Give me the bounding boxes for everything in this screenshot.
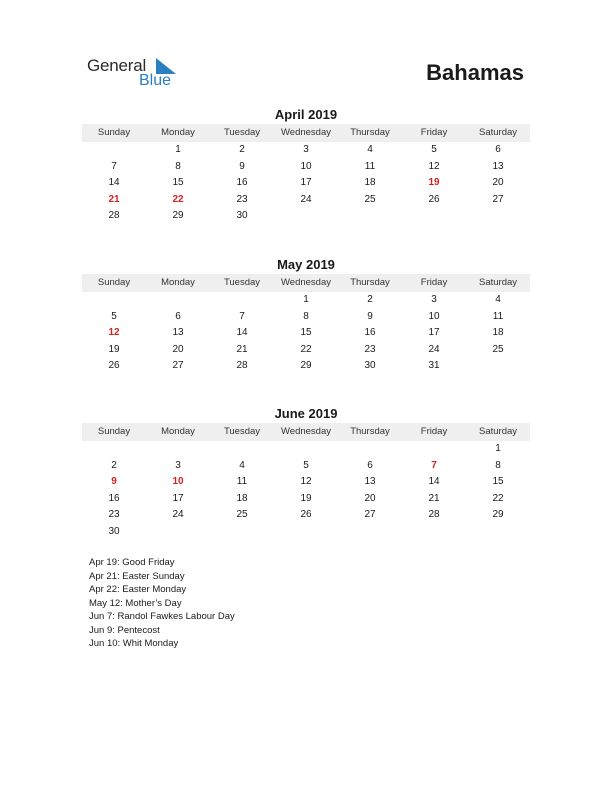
day-cell: 22 bbox=[300, 343, 312, 355]
day-cell bbox=[466, 208, 530, 225]
week-row bbox=[82, 292, 530, 309]
holiday-entry: May 12: Mother’s Day bbox=[89, 597, 182, 609]
month-grid bbox=[82, 441, 530, 541]
day-cell: 11 bbox=[492, 310, 504, 322]
holiday-day-cell: 10 bbox=[172, 476, 184, 488]
holiday-day-cell: 19 bbox=[428, 177, 440, 189]
weekday-label: Sunday bbox=[97, 127, 131, 138]
day-cell: 5 bbox=[303, 459, 309, 471]
day-cell: 25 bbox=[492, 343, 504, 355]
day-cell: 23 bbox=[236, 193, 248, 205]
month-title: June 2019 bbox=[274, 406, 338, 421]
day-cell: 16 bbox=[364, 327, 376, 339]
week-row bbox=[82, 325, 530, 342]
day-cell: 11 bbox=[364, 160, 376, 172]
weekday-header bbox=[82, 274, 530, 292]
day-cell bbox=[338, 208, 402, 225]
day-cell: 11 bbox=[236, 476, 248, 488]
day-cell bbox=[210, 292, 274, 309]
day-cell: 18 bbox=[364, 177, 376, 189]
day-cell: 17 bbox=[172, 492, 184, 504]
day-cell: 14 bbox=[428, 476, 440, 488]
day-cell bbox=[210, 524, 274, 541]
weekday-label: Wednesday bbox=[281, 277, 331, 288]
day-cell: 30 bbox=[364, 360, 376, 372]
day-cell: 29 bbox=[172, 210, 184, 222]
day-cell: 5 bbox=[111, 310, 117, 322]
day-cell: 3 bbox=[431, 294, 437, 305]
day-cell bbox=[466, 358, 530, 375]
day-cell: 10 bbox=[300, 160, 312, 172]
day-cell: 26 bbox=[300, 509, 312, 521]
weekday-label: Wednesday bbox=[281, 127, 331, 138]
day-cell: 12 bbox=[428, 160, 440, 172]
day-cell: 10 bbox=[428, 310, 440, 322]
day-cell: 24 bbox=[428, 343, 440, 355]
day-cell: 6 bbox=[367, 459, 373, 471]
day-cell: 2 bbox=[239, 144, 245, 155]
holiday-entry: Jun 9: Pentecost bbox=[89, 624, 160, 636]
day-cell: 14 bbox=[108, 177, 120, 189]
day-cell: 7 bbox=[111, 160, 117, 172]
country-title: Bahamas bbox=[426, 60, 524, 85]
day-cell: 9 bbox=[367, 310, 373, 322]
weekday-label: Tuesday bbox=[223, 277, 261, 288]
day-cell: 9 bbox=[239, 160, 245, 172]
day-cell bbox=[338, 524, 402, 541]
week-row bbox=[82, 491, 530, 508]
weekday-label: Monday bbox=[161, 277, 195, 288]
day-cell: 8 bbox=[175, 160, 181, 172]
day-cell: 26 bbox=[428, 193, 440, 205]
day-cell bbox=[402, 441, 466, 458]
day-cell: 27 bbox=[364, 509, 376, 521]
day-cell: 30 bbox=[108, 525, 120, 537]
weekday-label: Sunday bbox=[97, 277, 131, 288]
day-cell: 15 bbox=[492, 476, 504, 488]
weekday-label: Wednesday bbox=[281, 426, 331, 437]
day-cell: 7 bbox=[239, 310, 245, 322]
day-cell: 30 bbox=[236, 210, 248, 222]
day-cell: 23 bbox=[364, 343, 376, 355]
day-cell: 21 bbox=[236, 343, 248, 355]
day-cell bbox=[274, 524, 338, 541]
day-cell: 21 bbox=[428, 492, 440, 504]
day-cell: 15 bbox=[172, 177, 184, 189]
week-row bbox=[82, 507, 530, 524]
holiday-day-cell: 22 bbox=[172, 193, 184, 205]
weekday-label: Saturday bbox=[478, 277, 518, 288]
day-cell: 13 bbox=[364, 476, 376, 488]
logo-text-blue: Blue bbox=[139, 72, 172, 89]
holiday-list bbox=[89, 556, 235, 651]
day-cell bbox=[82, 142, 146, 159]
week-row bbox=[82, 159, 530, 176]
day-cell bbox=[274, 208, 338, 225]
day-cell: 12 bbox=[300, 476, 312, 488]
day-cell: 6 bbox=[175, 310, 181, 322]
day-cell: 13 bbox=[492, 160, 504, 172]
weekday-header bbox=[82, 124, 530, 142]
day-cell: 25 bbox=[236, 509, 248, 521]
day-cell: 25 bbox=[364, 193, 376, 205]
holiday-day-cell: 7 bbox=[431, 459, 437, 471]
day-cell: 2 bbox=[111, 459, 117, 471]
day-cell bbox=[82, 292, 146, 309]
day-cell: 1 bbox=[495, 443, 501, 454]
day-cell: 28 bbox=[108, 210, 120, 222]
day-cell: 19 bbox=[108, 343, 120, 355]
day-cell: 6 bbox=[495, 144, 501, 155]
holiday-entry: Apr 19: Good Friday bbox=[89, 557, 175, 568]
day-cell: 15 bbox=[300, 327, 312, 339]
day-cell: 26 bbox=[108, 360, 120, 372]
weekday-label: Tuesday bbox=[223, 426, 261, 437]
weekday-label: Saturday bbox=[478, 426, 518, 437]
day-cell: 3 bbox=[303, 144, 309, 155]
day-cell: 20 bbox=[492, 177, 504, 189]
week-row bbox=[82, 474, 530, 491]
week-row bbox=[82, 524, 530, 541]
week-row bbox=[82, 192, 530, 209]
month-title: May 2019 bbox=[277, 257, 335, 272]
day-cell: 17 bbox=[428, 327, 440, 339]
day-cell: 1 bbox=[303, 294, 309, 305]
day-cell bbox=[146, 292, 210, 309]
month-may bbox=[82, 256, 530, 375]
holiday-entry: Jun 7: Randol Fawkes Labour Day bbox=[89, 611, 235, 622]
day-cell: 31 bbox=[428, 360, 440, 372]
logo-text-general: General bbox=[87, 56, 147, 75]
holiday-entry: Jun 10: Whit Monday bbox=[89, 638, 179, 649]
day-cell: 19 bbox=[300, 492, 312, 504]
holiday-day-cell: 21 bbox=[108, 193, 120, 205]
day-cell: 4 bbox=[495, 294, 501, 305]
day-cell: 28 bbox=[236, 360, 248, 372]
logo bbox=[87, 56, 187, 92]
day-cell: 4 bbox=[367, 144, 373, 155]
day-cell: 5 bbox=[431, 144, 437, 155]
day-cell bbox=[82, 441, 146, 458]
day-cell bbox=[402, 524, 466, 541]
holiday-entry: Apr 22: Easter Monday bbox=[89, 584, 187, 595]
day-cell: 23 bbox=[108, 509, 120, 521]
week-row bbox=[82, 309, 530, 326]
weekday-label: Friday bbox=[420, 277, 448, 288]
holiday-day-cell: 12 bbox=[108, 327, 120, 339]
day-cell: 1 bbox=[175, 144, 181, 155]
day-cell: 17 bbox=[300, 177, 312, 189]
day-cell: 27 bbox=[172, 360, 184, 372]
day-cell: 22 bbox=[492, 492, 504, 504]
month-grid bbox=[82, 292, 530, 375]
day-cell: 28 bbox=[428, 509, 440, 521]
day-cell: 20 bbox=[364, 492, 376, 504]
week-row bbox=[82, 208, 530, 225]
weekday-label: Thursday bbox=[350, 127, 390, 138]
day-cell: 8 bbox=[303, 310, 309, 322]
day-cell bbox=[146, 441, 210, 458]
day-cell bbox=[274, 441, 338, 458]
week-row bbox=[82, 342, 530, 359]
month-june bbox=[82, 405, 530, 541]
day-cell bbox=[210, 441, 274, 458]
weekday-label: Thursday bbox=[350, 426, 390, 437]
weekday-label: Saturday bbox=[478, 127, 518, 138]
month-title: April 2019 bbox=[274, 107, 338, 122]
month-grid bbox=[82, 142, 530, 225]
day-cell: 20 bbox=[172, 343, 184, 355]
weekday-label: Monday bbox=[161, 426, 195, 437]
week-row bbox=[82, 458, 530, 475]
day-cell: 27 bbox=[492, 193, 504, 205]
weekday-label: Tuesday bbox=[223, 127, 261, 138]
day-cell: 16 bbox=[236, 177, 248, 189]
week-row bbox=[82, 142, 530, 159]
day-cell: 8 bbox=[495, 459, 501, 471]
day-cell: 3 bbox=[175, 459, 181, 471]
day-cell: 18 bbox=[492, 327, 504, 339]
day-cell: 13 bbox=[172, 327, 184, 339]
weekday-label: Friday bbox=[420, 426, 448, 437]
day-cell: 2 bbox=[367, 294, 373, 305]
day-cell: 29 bbox=[300, 360, 312, 372]
weekday-label: Friday bbox=[420, 127, 448, 138]
day-cell: 18 bbox=[236, 492, 248, 504]
week-row bbox=[82, 358, 530, 375]
day-cell bbox=[146, 524, 210, 541]
week-row bbox=[82, 175, 530, 192]
day-cell: 4 bbox=[239, 459, 245, 471]
holiday-entry: Apr 21: Easter Sunday bbox=[89, 570, 185, 582]
day-cell: 29 bbox=[492, 509, 504, 521]
weekday-label: Sunday bbox=[97, 426, 131, 437]
weekday-label: Thursday bbox=[350, 277, 390, 288]
day-cell: 24 bbox=[300, 193, 312, 205]
month-april bbox=[82, 106, 530, 225]
holiday-day-cell: 9 bbox=[111, 476, 117, 488]
week-row bbox=[82, 441, 530, 458]
day-cell bbox=[466, 524, 530, 541]
day-cell: 24 bbox=[172, 509, 184, 521]
day-cell bbox=[338, 441, 402, 458]
day-cell bbox=[402, 208, 466, 225]
weekday-label: Monday bbox=[161, 127, 195, 138]
day-cell: 16 bbox=[108, 492, 120, 504]
day-cell: 14 bbox=[236, 327, 248, 339]
weekday-header bbox=[82, 423, 530, 441]
